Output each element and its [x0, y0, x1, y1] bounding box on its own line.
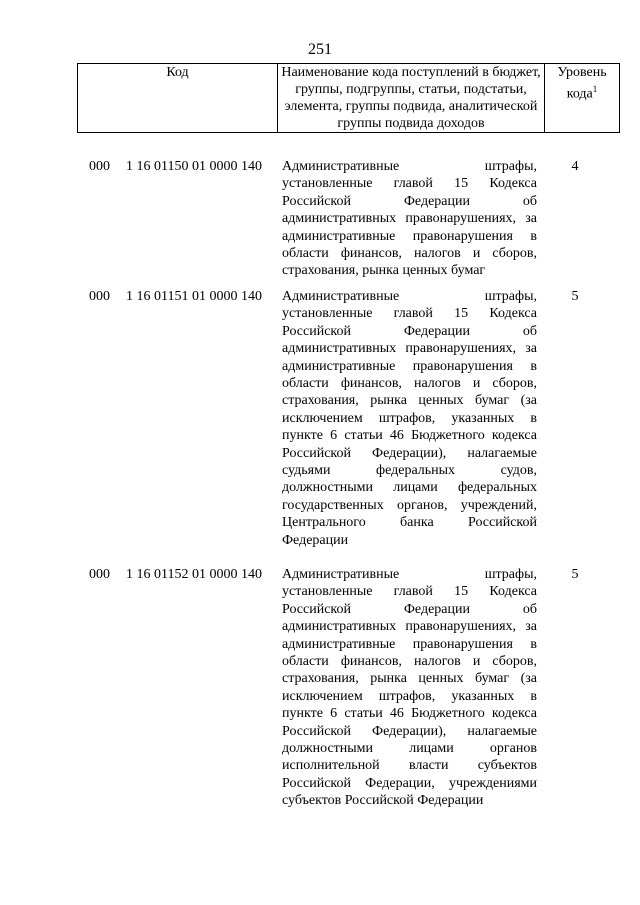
admin-code: 000: [89, 159, 110, 174]
admin-code: 000: [89, 289, 110, 304]
revenue-name: Административные штрафы, установленные главой 15 Кодекса Российской Федерации об административных правонарушениях, за административные правонарушения в области финансов, налогов и сборов, страхования, рынка ценных бумаг: [282, 159, 537, 279]
code-level: 5: [571, 289, 579, 304]
header-name: Наименование кода поступлений в бюджет, группы, подгруппы, статьи, подстатьи, элемента, группы подвида, аналитической группы подвида доходов: [278, 64, 545, 133]
header-level-label: Уровень кода: [557, 65, 607, 102]
code-level: 4: [571, 159, 579, 174]
footnote-ref: 1: [592, 84, 598, 94]
revenue-code: 1 16 01152 01 0000 140: [126, 567, 262, 582]
revenue-code: 1 16 01150 01 0000 140: [126, 159, 262, 174]
admin-code: 000: [89, 567, 110, 582]
revenue-name: Административные штрафы, установленные главой 15 Кодекса Российской Федерации об административных правонарушениях, за административные правонарушения в области финансов, налогов и сборов, страхования, рынка ценных бумаг (за исключением штрафов, указанных в пункте 6 статьи 46 Бюджетного кодекса Российской Федерации), налагаемые судьями федеральных судов, должностными лицами федеральных государственных органов, учреждений, Центрального банка Российской Федерации: [282, 289, 537, 548]
revenue-name: Административные штрафы, установленные главой 15 Кодекса Российской Федерации об административных правонарушениях, за административные правонарушения в области финансов, налогов и сборов, страхования, рынка ценных бумаг (за исключением штрафов, указанных в пункте 6 статьи 46 Бюджетного кодекса Российской Федерации), налагаемые должностными лицами органов исполнительной власти субъектов Российской Федерации, учреждениями субъектов Российской Федерации: [282, 567, 537, 809]
header-code: Код: [78, 64, 278, 133]
header-level: [545, 64, 620, 133]
table-header: [77, 63, 620, 133]
code-level: 5: [571, 567, 579, 582]
page-number: 251: [308, 41, 332, 58]
revenue-code: 1 16 01151 01 0000 140: [126, 289, 262, 304]
